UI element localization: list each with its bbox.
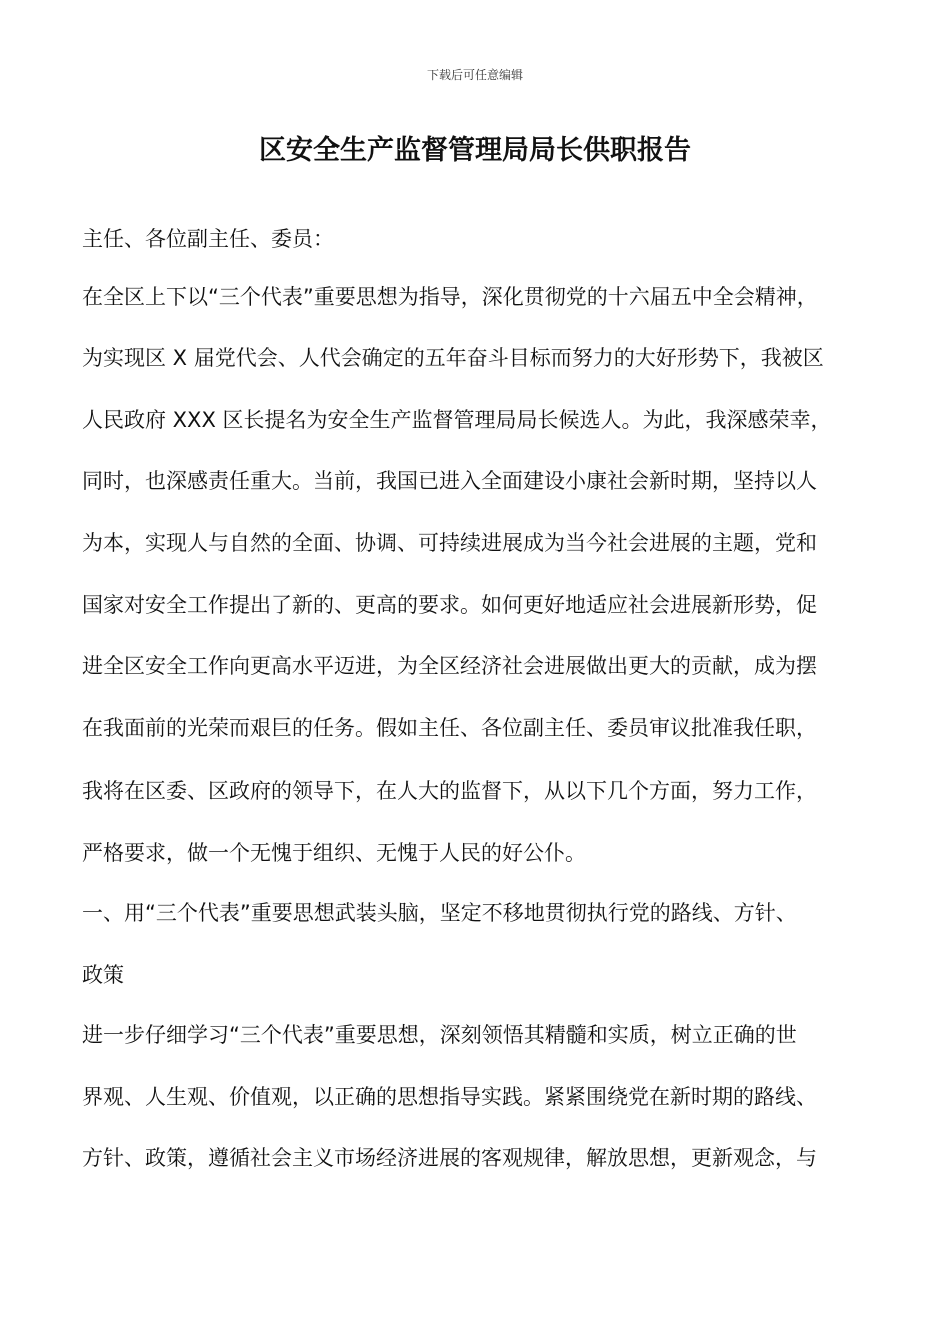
body-line: 严格要求，做一个无愧于组织、无愧于人民的好公仆。: [82, 841, 586, 865]
section-heading-line: 政策: [82, 963, 124, 987]
section-heading-line: 一、用“三个代表”重要思想武装头脑，坚定不移地贯彻执行党的路线、方针、: [82, 901, 797, 925]
salutation-line: 主任、各位副主任、委员：: [82, 227, 334, 251]
body-line: 同时，也深感责任重大。当前，我国已进入全面建设小康社会新时期，坚持以人: [82, 469, 817, 493]
header-note: 下载后可任意编辑: [426, 68, 523, 82]
body-line: 为实现区 X 届党代会、人代会确定的五年奋斗目标而努力的大好形势下，我被区: [82, 346, 824, 370]
body-line: 为本，实现人与自然的全面、协调、可持续进展成为当今社会进展的主题，党和: [82, 531, 817, 555]
body-line: 在我面前的光荣而艰巨的任务。假如主任、各位副主任、委员审议批准我任职，: [82, 716, 817, 740]
body-line: 国家对安全工作提出了新的、更高的要求。如何更好地适应社会进展新形势，促: [82, 593, 817, 617]
body-line: 进一步仔细学习“三个代表”重要思想，深刻领悟其精髓和实质，树立正确的世: [82, 1023, 797, 1047]
body-line: 在全区上下以“三个代表”重要思想为指导，深化贯彻党的十六届五中全会精神，: [82, 285, 818, 309]
document-title: 区安全生产监督管理局局长供职报告: [259, 135, 691, 166]
body-line: 进全区安全工作向更高水平迈进，为全区经济社会进展做出更大的贡献，成为摆: [82, 654, 817, 678]
body-line: 我将在区委、区政府的领导下，在人大的监督下，从以下几个方面，努力工作，: [82, 779, 817, 803]
body-line: 界观、人生观、价值观，以正确的思想指导实践。紧紧围绕党在新时期的路线、: [82, 1085, 817, 1109]
body-line: 人民政府 XXX 区长提名为安全生产监督管理局局长候选人。为此，我深感荣幸，: [82, 408, 832, 432]
body-line: 方针、政策，遵循社会主义市场经济进展的客观规律，解放思想，更新观念，与: [82, 1146, 817, 1170]
